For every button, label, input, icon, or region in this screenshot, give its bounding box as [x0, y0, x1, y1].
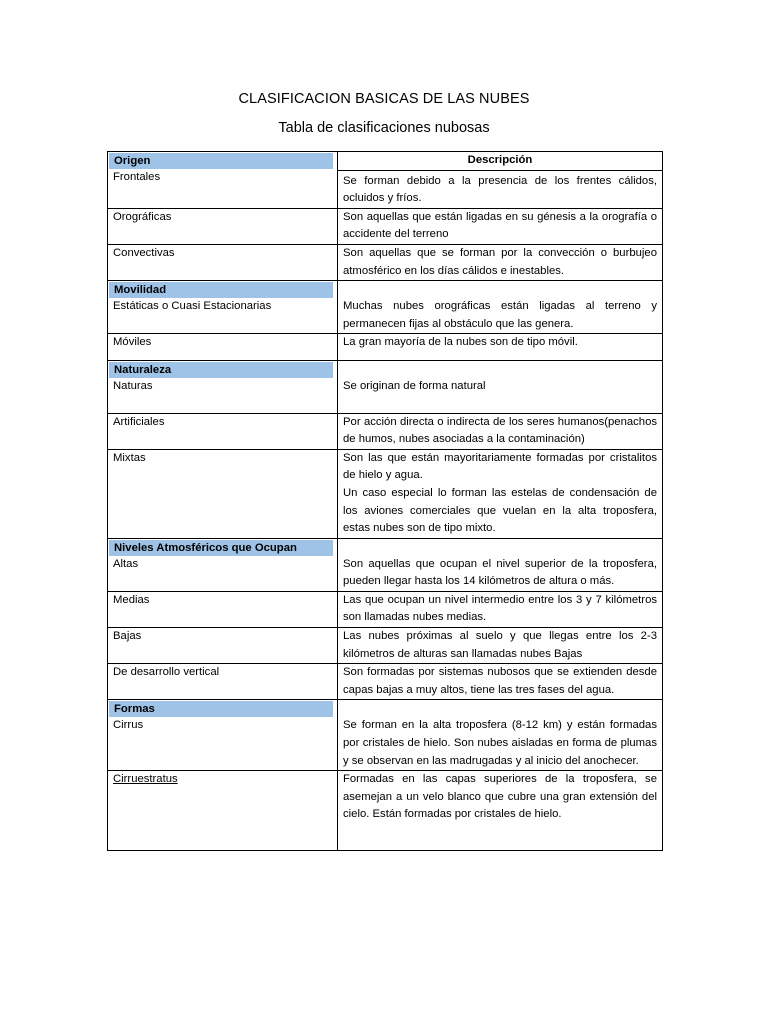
category-name: Medias	[108, 591, 338, 627]
description-text: Se forman debido a la presencia de los frentes cálidos, ocluidos y fríos.	[338, 170, 662, 208]
category-cell	[108, 700, 338, 771]
description-text: Son formadas por sistemas nubosos que se extienden desde capas bajas a muy altos, tiene las tres fases del agua.	[338, 664, 663, 700]
category-name: Cirruestratus	[113, 773, 178, 786]
category-name: Naturas	[113, 379, 153, 392]
description-text: Las nubes próximas al suelo y que llegas entre los 2-3 kilómetros de alturas san llamadas nubes Bajas	[338, 628, 663, 664]
category-name: De desarrollo vertical	[108, 664, 338, 700]
category-name: Convectivas	[108, 244, 338, 280]
table-row	[108, 413, 663, 449]
category-name: Bajas	[108, 628, 338, 664]
description-text: La gran mayoría de la nubes son de tipo móvil.	[338, 334, 663, 361]
description-cell	[338, 152, 663, 209]
table-row	[108, 700, 663, 771]
table-row	[108, 208, 663, 244]
table-row	[108, 152, 663, 209]
description-text: Las que ocupan un nivel intermedio entre los 3 y 7 kilómetros son llamadas nubes medias.	[338, 591, 663, 627]
category-cell	[108, 152, 338, 209]
section-heading-formas: Formas	[109, 701, 333, 717]
table-row	[108, 449, 663, 538]
table-row	[108, 334, 663, 361]
table-row	[108, 281, 663, 334]
description-text: Son aquellas que se forman por la convección o burbujeo atmosférico en los días cálidos e inestables.	[338, 244, 663, 280]
section-heading-movilidad: Movilidad	[109, 282, 333, 298]
description-text: Un caso especial lo forman las estelas de condensación de los aviones comerciales que vuelan en la alta troposfera, estas nubes son de tipo mixto.	[343, 486, 657, 535]
category-cell	[108, 360, 338, 413]
section-heading-niveles: Niveles Atmosféricos que Ocupan	[109, 540, 333, 556]
section-heading-origen: Origen	[109, 153, 333, 169]
table-row	[108, 244, 663, 280]
clouds-classification-table	[107, 151, 663, 851]
section-heading-naturaleza: Naturaleza	[109, 362, 333, 378]
category-name: Mixtas	[108, 449, 338, 538]
description-text: Son aquellas que están ligadas en su génesis a la orografía o accidente del terreno	[338, 208, 663, 244]
description-text: Por acción directa o indirecta de los seres humanos(penachos de humos, nubes asociadas a la contaminación)	[338, 413, 663, 449]
table-row	[108, 538, 663, 591]
table-row	[108, 771, 663, 851]
description-text: Formadas en las capas superiores de la troposfera, se asemejan a un velo blanco que cubre una gran extensión del cielo. Están formadas por cristales de hielo.	[338, 771, 663, 851]
description-text: Son las que están mayoritariamente formadas por cristalitos de hielo y agua.	[343, 451, 657, 482]
description-text: Muchas nubes orográficas están ligadas al terreno y permanecen fijas al obstáculo que las genera.	[338, 281, 663, 334]
description-text: Son aquellas que ocupan el nivel superior de la troposfera, pueden llegar hasta los 14 kilómetros de altura o más.	[338, 538, 663, 591]
category-name: Artificiales	[108, 413, 338, 449]
table-row	[108, 628, 663, 664]
document-subtitle: Tabla de clasificaciones nubosas	[278, 120, 490, 136]
table-row	[108, 360, 663, 413]
document-title: CLASIFICACION BASICAS DE LAS NUBES	[238, 91, 530, 107]
category-name: Estáticas o Cuasi Estacionarias	[113, 300, 272, 313]
category-name: Altas	[113, 557, 139, 570]
table-row	[108, 591, 663, 627]
table-row	[108, 664, 663, 700]
category-cell	[108, 771, 338, 851]
category-name: Orográficas	[108, 208, 338, 244]
category-name: Móviles	[108, 334, 338, 361]
description-text: Se forman en la alta troposfera (8-12 km) y están formadas por cristales de hielo. Son nubes aisladas en forma de plumas y se observan en las madrugadas y al inicio del anochecer.	[338, 700, 663, 771]
description-column-header: Descripción	[467, 154, 533, 166]
description-text: Se originan de forma natural	[338, 360, 663, 413]
description-cell	[338, 449, 663, 538]
category-cell	[108, 538, 338, 591]
category-name: Cirrus	[113, 719, 144, 732]
category-cell	[108, 281, 338, 334]
category-name: Frontales	[113, 171, 161, 183]
